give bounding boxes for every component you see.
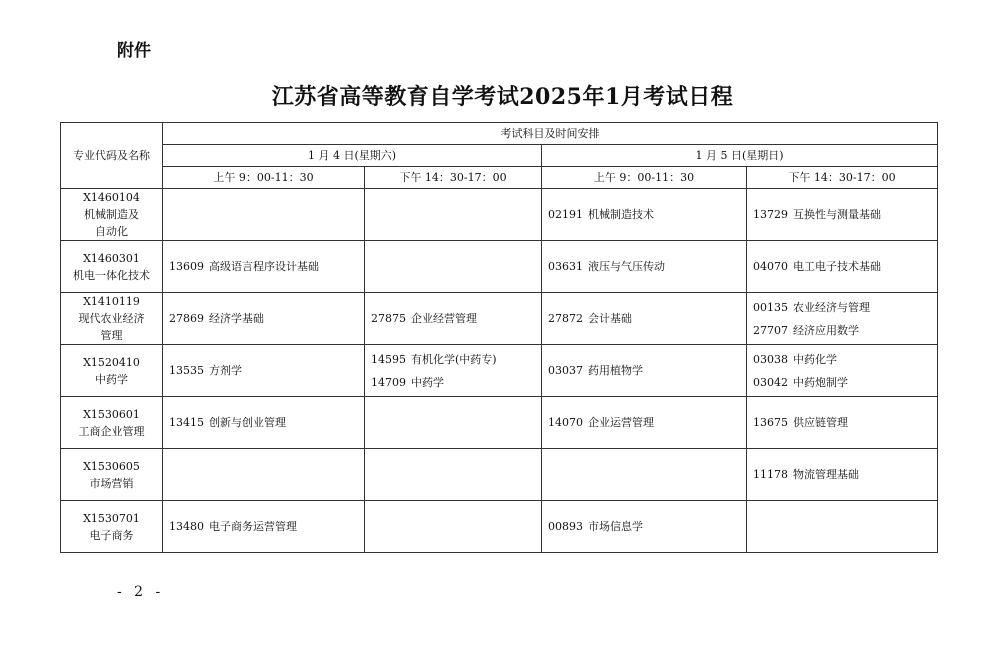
- exam-cell: [747, 345, 938, 397]
- subject-code: 03038: [753, 352, 788, 366]
- exam-subject: [548, 206, 740, 223]
- exam-subject: [548, 518, 740, 535]
- exam-cell: [747, 189, 938, 241]
- major-name: 管理: [100, 329, 123, 342]
- major-name: 市场营销: [89, 476, 134, 490]
- major-cell: [61, 189, 163, 241]
- session-header-2: 下午 14：30-17：00: [365, 167, 542, 189]
- subject-name: 互换性与测量基础: [793, 208, 881, 221]
- exam-subject: [753, 351, 931, 368]
- exam-cell: [365, 397, 542, 449]
- major-code: X1460104: [83, 191, 140, 204]
- subject-code: 11178: [753, 468, 788, 481]
- session-header-1: 上午 9：00-11：30: [163, 167, 365, 189]
- subject-code: 02191: [548, 208, 583, 221]
- exam-cell: [365, 501, 542, 553]
- subject-name: 农业经济与管理: [793, 300, 870, 314]
- major-code: X1530605: [83, 459, 140, 473]
- exam-cell: [163, 241, 365, 293]
- subject-name: 药用植物学: [588, 364, 643, 377]
- exam-cell: [163, 397, 365, 449]
- subject-code: 03631: [548, 260, 583, 273]
- subject-name: 机械制造技术: [588, 208, 654, 221]
- subject-code: 27875: [371, 312, 406, 325]
- exam-subject: [753, 299, 931, 316]
- exam-subject: [548, 258, 740, 275]
- major-cell: [61, 501, 163, 553]
- exam-subject: [371, 351, 535, 368]
- attachment-label: 附件: [117, 41, 151, 61]
- exam-subject: [169, 518, 358, 535]
- exam-cell: [542, 293, 747, 345]
- subject-code: 13480: [169, 520, 204, 533]
- exam-cell: [542, 449, 747, 501]
- day-header-2: 1 月 5 日(星期日): [542, 145, 938, 167]
- exam-cell: [163, 189, 365, 241]
- exam-cell: [163, 345, 365, 397]
- subject-name: 中药学: [411, 375, 444, 389]
- major-column-header: 专业代码及名称: [61, 123, 163, 189]
- subject-code: 13729: [753, 208, 788, 221]
- exam-cell: [747, 397, 938, 449]
- major-cell: [61, 241, 163, 293]
- exam-cell: [163, 501, 365, 553]
- subject-name: 企业运营管理: [588, 416, 654, 429]
- subject-code: 14709: [371, 375, 406, 389]
- exam-subject: [548, 362, 740, 379]
- exam-subject: [753, 322, 931, 339]
- exam-subject: [169, 258, 358, 275]
- exam-cell: [747, 293, 938, 345]
- exam-cell: [747, 501, 938, 553]
- exam-subject: [169, 310, 358, 327]
- major-code: X1520410: [83, 355, 140, 369]
- subject-name: 企业经营管理: [411, 312, 477, 325]
- day-header-1: 1 月 4 日(星期六): [163, 145, 542, 167]
- major-code: X1530601: [83, 407, 140, 421]
- subject-name: 经济应用数学: [793, 323, 859, 337]
- subject-code: 00135: [753, 300, 788, 314]
- exam-subject: [169, 362, 358, 379]
- exam-cell: [163, 449, 365, 501]
- session-header-3: 上午 9：00-11：30: [542, 167, 747, 189]
- exam-subject: [753, 466, 931, 483]
- subject-name: 中药化学: [793, 352, 837, 366]
- subject-name: 高级语言程序设计基础: [209, 260, 319, 273]
- subject-name: 方剂学: [209, 364, 242, 377]
- major-name: 中药学: [95, 372, 128, 386]
- table-row: [61, 449, 938, 501]
- subject-code: 13415: [169, 416, 204, 429]
- exam-subject: [371, 374, 535, 391]
- subject-name: 液压与气压传动: [588, 260, 665, 273]
- exam-cell: [747, 241, 938, 293]
- exam-cell: [163, 293, 365, 345]
- major-code: X1530701: [83, 511, 140, 525]
- exam-subject: [753, 374, 931, 391]
- subject-name: 经济学基础: [209, 312, 264, 325]
- exam-subject: [371, 310, 535, 327]
- exam-cell: [365, 345, 542, 397]
- subject-code: 13609: [169, 260, 204, 273]
- major-name: 机电一体化技术: [73, 268, 150, 282]
- major-code: X1460301: [83, 251, 140, 265]
- table-row: [61, 189, 938, 241]
- exam-subject: [753, 258, 931, 275]
- subject-code: 27872: [548, 312, 583, 325]
- subject-code: 14070: [548, 416, 583, 429]
- exam-cell: [542, 397, 747, 449]
- subject-name: 中药炮制学: [793, 375, 848, 389]
- subject-name: 市场信息学: [588, 520, 643, 533]
- major-cell: [61, 397, 163, 449]
- table-row: [61, 397, 938, 449]
- major-name: 机械制造及: [84, 208, 139, 221]
- subject-code: 14595: [371, 352, 406, 366]
- table-row: [61, 501, 938, 553]
- subject-name: 会计基础: [588, 312, 632, 325]
- subject-code: 27707: [753, 323, 788, 337]
- major-code: X1410119: [83, 295, 140, 308]
- major-name: 现代农业经济: [78, 312, 145, 325]
- subject-name: 物流管理基础: [793, 468, 859, 481]
- subject-name: 创新与创业管理: [209, 416, 286, 429]
- exam-subject: [753, 414, 931, 431]
- subject-code: 03037: [548, 364, 583, 377]
- subject-name: 电子商务运营管理: [209, 520, 297, 533]
- major-cell: [61, 345, 163, 397]
- major-name: 工商企业管理: [78, 424, 145, 438]
- major-name: 电子商务: [89, 528, 134, 542]
- subject-code: 03042: [753, 375, 788, 389]
- exam-cell: [365, 189, 542, 241]
- table-row: [61, 293, 938, 345]
- page-number: - 2 -: [117, 584, 165, 600]
- subject-name: 有机化学(中药专): [411, 352, 497, 366]
- major-name: 自动化: [95, 225, 128, 238]
- session-header-4: 下午 14：30-17：00: [747, 167, 938, 189]
- exam-subject: [548, 414, 740, 431]
- subject-code: 27869: [169, 312, 204, 325]
- major-cell: [61, 293, 163, 345]
- subject-code: 00893: [548, 520, 583, 533]
- schedule-column-header: 考试科目及时间安排: [163, 123, 938, 145]
- exam-schedule-table: [60, 122, 938, 553]
- exam-cell: [542, 241, 747, 293]
- exam-cell: [542, 189, 747, 241]
- document-title: 江苏省高等教育自学考试2025年1月考试日程: [271, 84, 734, 110]
- exam-cell: [365, 293, 542, 345]
- subject-code: 13675: [753, 416, 788, 429]
- subject-code: 13535: [169, 364, 204, 377]
- exam-cell: [747, 449, 938, 501]
- exam-subject: [753, 206, 931, 223]
- exam-cell: [365, 241, 542, 293]
- exam-subject: [548, 310, 740, 327]
- exam-cell: [542, 345, 747, 397]
- subject-name: 供应链管理: [793, 416, 848, 429]
- subject-name: 电工电子技术基础: [793, 260, 881, 273]
- exam-subject: [169, 414, 358, 431]
- exam-cell: [542, 501, 747, 553]
- subject-code: 04070: [753, 260, 788, 273]
- table-row: [61, 345, 938, 397]
- major-cell: [61, 449, 163, 501]
- table-row: [61, 241, 938, 293]
- exam-cell: [365, 449, 542, 501]
